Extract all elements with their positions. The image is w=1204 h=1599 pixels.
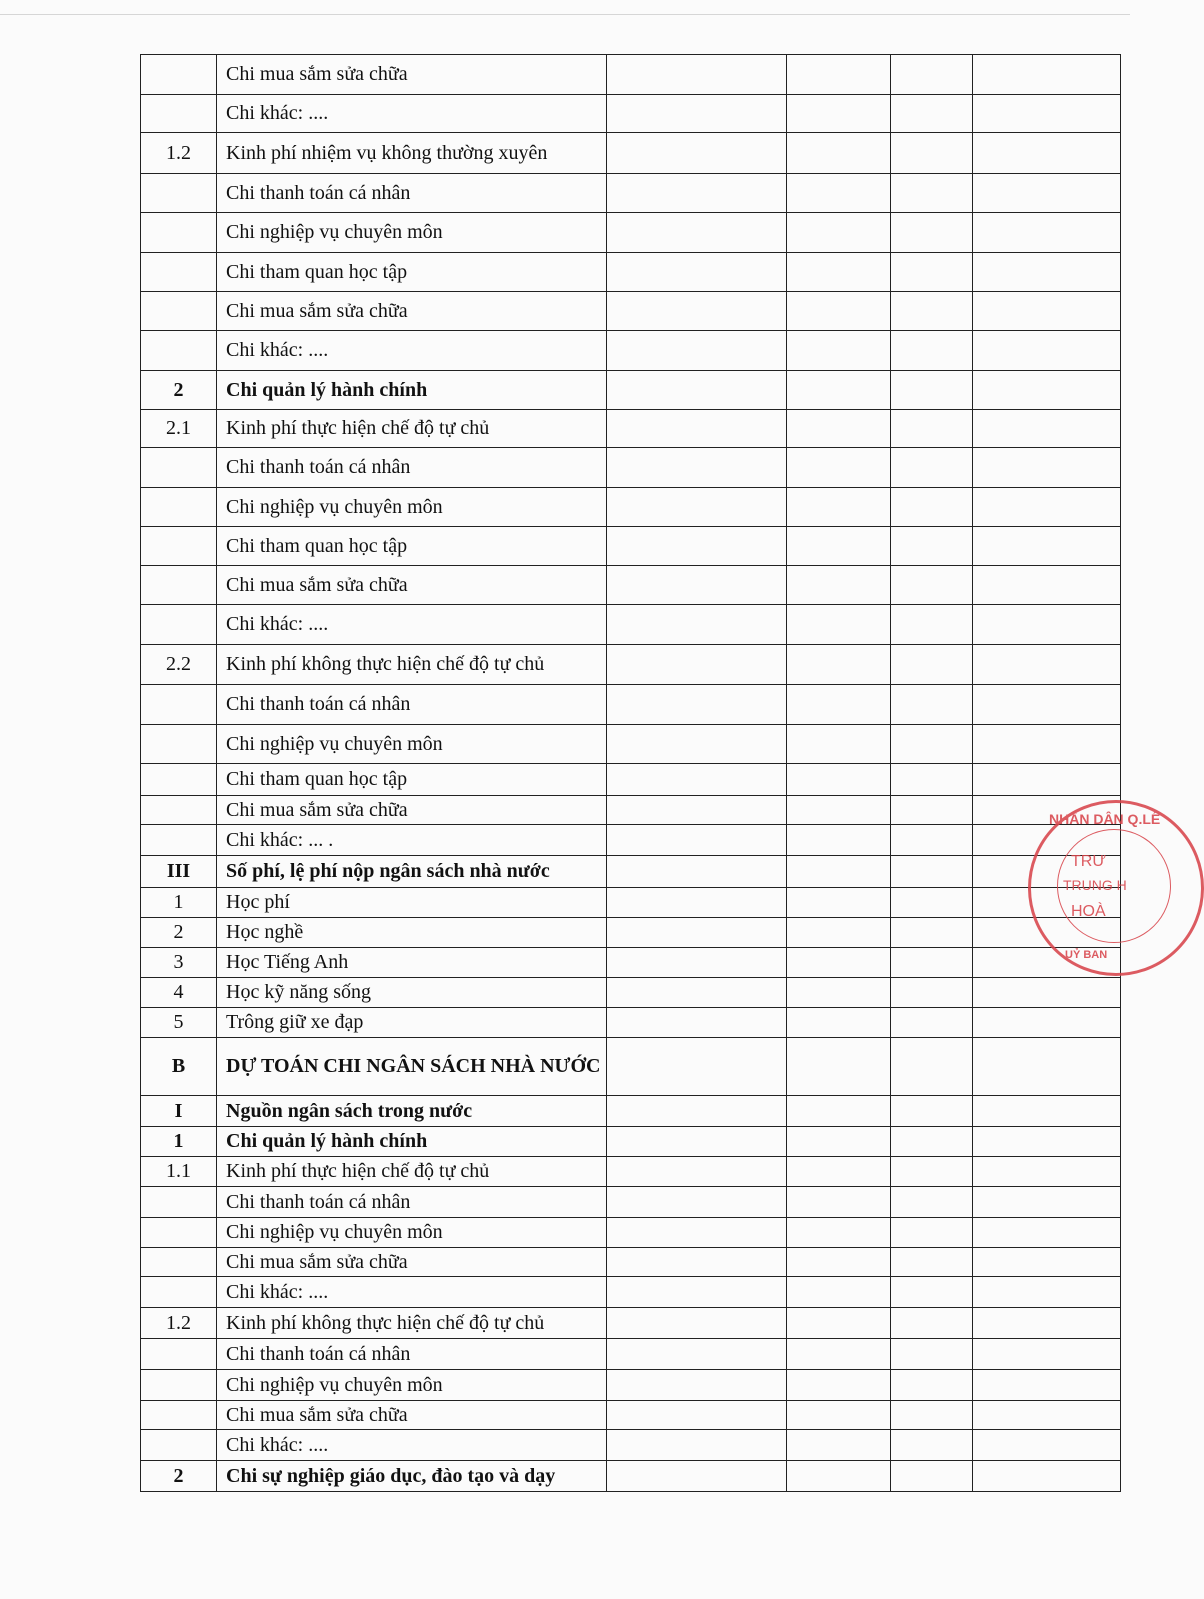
empty-value-cell [607,1127,787,1157]
row-label: Chi khác: .... [217,331,607,371]
empty-value-cell [607,1218,787,1248]
table-row [141,133,1121,174]
empty-value-cell [607,253,787,292]
empty-value-cell [973,95,1121,133]
table-row [141,213,1121,253]
empty-value-cell [973,1096,1121,1127]
empty-value-cell [607,1401,787,1430]
empty-value-cell [973,488,1121,527]
row-label: Kinh phí thực hiện chế độ tự chủ [217,410,607,448]
empty-value-cell [607,371,787,410]
row-number: 1.2 [141,133,217,174]
row-number [141,1370,217,1401]
table-row [141,1430,1121,1461]
seal-ring-text-top: NHÂN DÂN Q.LÊ [1049,811,1161,827]
budget-table-body [141,55,1121,1492]
row-label: Chi khác: .... [217,605,607,645]
row-label: Chi nghiệp vụ chuyên môn [217,1218,607,1248]
empty-value-cell [973,410,1121,448]
empty-value-cell [787,948,891,978]
row-number [141,174,217,213]
row-number [141,685,217,725]
row-label: Chi thanh toán cá nhân [217,1187,607,1218]
empty-value-cell [787,1277,891,1308]
table-row [141,448,1121,488]
table-row [141,888,1121,918]
row-number: 2 [141,371,217,410]
empty-value-cell [973,725,1121,764]
empty-value-cell [787,174,891,213]
row-number: 1.2 [141,1308,217,1339]
empty-value-cell [891,1430,973,1461]
row-number [141,488,217,527]
empty-value-cell [973,1430,1121,1461]
empty-value-cell [787,1008,891,1038]
table-row [141,1218,1121,1248]
row-number [141,1401,217,1430]
empty-value-cell [973,448,1121,488]
empty-value-cell [607,1339,787,1370]
empty-value-cell [607,978,787,1008]
row-label: Chi tham quan học tập [217,764,607,796]
empty-value-cell [891,685,973,725]
row-label: Chi quản lý hành chính [217,371,607,410]
empty-value-cell [607,825,787,856]
empty-value-cell [973,1339,1121,1370]
empty-value-cell [787,764,891,796]
table-row [141,1187,1121,1218]
row-number [141,796,217,825]
table-row [141,1157,1121,1187]
empty-value-cell [607,1277,787,1308]
table-row [141,55,1121,95]
empty-value-cell [607,888,787,918]
empty-value-cell [973,1187,1121,1218]
row-label: Chi thanh toán cá nhân [217,1339,607,1370]
empty-value-cell [973,764,1121,796]
empty-value-cell [607,527,787,566]
empty-value-cell [787,448,891,488]
table-row [141,918,1121,948]
empty-value-cell [607,213,787,253]
empty-value-cell [891,645,973,685]
table-row [141,1096,1121,1127]
row-number [141,1277,217,1308]
table-row [141,978,1121,1008]
empty-value-cell [891,371,973,410]
table-row [141,292,1121,331]
row-label: Chi thanh toán cá nhân [217,174,607,213]
empty-value-cell [891,410,973,448]
empty-value-cell [607,566,787,605]
row-number: 3 [141,948,217,978]
empty-value-cell [787,1401,891,1430]
row-label: Chi mua sắm sửa chữa [217,292,607,331]
empty-value-cell [891,978,973,1008]
table-row [141,371,1121,410]
row-number [141,1218,217,1248]
row-label: Chi nghiệp vụ chuyên môn [217,1370,607,1401]
empty-value-cell [607,605,787,645]
table-row [141,856,1121,888]
row-number: 4 [141,978,217,1008]
empty-value-cell [607,1308,787,1339]
empty-value-cell [787,1157,891,1187]
row-number [141,1187,217,1218]
empty-value-cell [891,796,973,825]
empty-value-cell [787,856,891,888]
empty-value-cell [891,948,973,978]
empty-value-cell [891,764,973,796]
empty-value-cell [787,1187,891,1218]
empty-value-cell [607,685,787,725]
empty-value-cell [891,448,973,488]
row-label: Chi mua sắm sửa chữa [217,566,607,605]
seal-text-line-1: TRƯ [1071,853,1106,870]
empty-value-cell [787,888,891,918]
empty-value-cell [787,1248,891,1277]
empty-value-cell [891,253,973,292]
row-number [141,566,217,605]
row-label: Chi mua sắm sửa chữa [217,796,607,825]
empty-value-cell [973,1218,1121,1248]
empty-value-cell [891,825,973,856]
empty-value-cell [973,566,1121,605]
table-row [141,796,1121,825]
empty-value-cell [787,1308,891,1339]
row-label: Trông giữ xe đạp [217,1008,607,1038]
table-row [141,1248,1121,1277]
empty-value-cell [787,796,891,825]
row-label: Kinh phí nhiệm vụ không thường xuyên [217,133,607,174]
row-label: Chi mua sắm sửa chữa [217,1401,607,1430]
empty-value-cell [891,1308,973,1339]
row-number [141,1430,217,1461]
empty-value-cell [607,856,787,888]
row-label: Học kỹ năng sống [217,978,607,1008]
empty-value-cell [973,685,1121,725]
table-row [141,725,1121,764]
row-number [141,213,217,253]
empty-value-cell [787,95,891,133]
empty-value-cell [607,292,787,331]
empty-value-cell [787,918,891,948]
empty-value-cell [607,410,787,448]
row-number [141,1339,217,1370]
empty-value-cell [607,1461,787,1492]
empty-value-cell [973,213,1121,253]
empty-value-cell [891,1096,973,1127]
table-row [141,1277,1121,1308]
empty-value-cell [607,796,787,825]
empty-value-cell [973,1308,1121,1339]
empty-value-cell [973,253,1121,292]
empty-value-cell [891,1461,973,1492]
row-label: Kinh phí không thực hiện chế độ tự chủ [217,645,607,685]
empty-value-cell [891,1187,973,1218]
empty-value-cell [787,1370,891,1401]
empty-value-cell [891,292,973,331]
empty-value-cell [607,331,787,371]
scan-edge-line [0,14,1130,15]
empty-value-cell [891,527,973,566]
empty-value-cell [607,1096,787,1127]
empty-value-cell [891,133,973,174]
empty-value-cell [787,371,891,410]
row-label: Kinh phí thực hiện chế độ tự chủ [217,1157,607,1187]
row-label: Chi khác: .... [217,1277,607,1308]
row-label: Chi thanh toán cá nhân [217,685,607,725]
empty-value-cell [607,1038,787,1096]
empty-value-cell [973,1401,1121,1430]
row-label: Chi mua sắm sửa chữa [217,1248,607,1277]
row-label: Chi mua sắm sửa chữa [217,55,607,95]
empty-value-cell [891,331,973,371]
empty-value-cell [787,488,891,527]
row-label: Chi nghiệp vụ chuyên môn [217,725,607,764]
empty-value-cell [891,888,973,918]
empty-value-cell [787,825,891,856]
row-number [141,95,217,133]
empty-value-cell [607,918,787,948]
empty-value-cell [787,410,891,448]
table-row [141,1401,1121,1430]
row-number [141,825,217,856]
row-label: Nguồn ngân sách trong nước [217,1096,607,1127]
empty-value-cell [891,1370,973,1401]
empty-value-cell [607,1157,787,1187]
empty-value-cell [973,55,1121,95]
table-row [141,331,1121,371]
empty-value-cell [787,527,891,566]
table-row [141,95,1121,133]
empty-value-cell [607,1430,787,1461]
row-number [141,448,217,488]
table-row [141,1308,1121,1339]
row-number: 2 [141,1461,217,1492]
table-row [141,825,1121,856]
empty-value-cell [607,1008,787,1038]
table-row [141,1339,1121,1370]
budget-table [140,54,1121,1492]
empty-value-cell [973,1008,1121,1038]
empty-value-cell [973,174,1121,213]
table-row [141,685,1121,725]
empty-value-cell [787,55,891,95]
row-label: Chi tham quan học tập [217,527,607,566]
empty-value-cell [973,1248,1121,1277]
empty-value-cell [973,1277,1121,1308]
row-label: Chi quản lý hành chính [217,1127,607,1157]
empty-value-cell [607,948,787,978]
empty-value-cell [607,645,787,685]
empty-value-cell [787,1461,891,1492]
empty-value-cell [787,725,891,764]
row-label: Chi khác: .... [217,95,607,133]
row-number [141,292,217,331]
row-number [141,527,217,566]
row-label: Chi nghiệp vụ chuyên môn [217,213,607,253]
empty-value-cell [607,1187,787,1218]
empty-value-cell [891,1127,973,1157]
empty-value-cell [787,1430,891,1461]
table-row [141,605,1121,645]
empty-value-cell [787,1127,891,1157]
row-label: Chi khác: ... . [217,825,607,856]
empty-value-cell [787,213,891,253]
empty-value-cell [607,1370,787,1401]
empty-value-cell [891,1248,973,1277]
empty-value-cell [607,488,787,527]
empty-value-cell [973,1461,1121,1492]
empty-value-cell [787,1038,891,1096]
empty-value-cell [607,133,787,174]
table-row [141,253,1121,292]
empty-value-cell [787,292,891,331]
empty-value-cell [787,1096,891,1127]
empty-value-cell [891,725,973,764]
empty-value-cell [787,1218,891,1248]
table-row [141,1461,1121,1492]
table-row [141,527,1121,566]
row-number: 2 [141,918,217,948]
seal-ring-text-bottom: UỶ BAN [1065,949,1108,961]
empty-value-cell [973,331,1121,371]
empty-value-cell [973,978,1121,1008]
row-number [141,605,217,645]
table-row [141,174,1121,213]
row-number: 1 [141,1127,217,1157]
empty-value-cell [973,1157,1121,1187]
empty-value-cell [607,1248,787,1277]
empty-value-cell [891,95,973,133]
row-label: Kinh phí không thực hiện chế độ tự chủ [217,1308,607,1339]
empty-value-cell [607,725,787,764]
seal-text-line-3: HOÀ [1071,903,1106,920]
table-row [141,488,1121,527]
empty-value-cell [891,605,973,645]
row-label: Học nghề [217,918,607,948]
empty-value-cell [891,1401,973,1430]
empty-value-cell [891,1157,973,1187]
empty-value-cell [787,978,891,1008]
empty-value-cell [787,331,891,371]
row-number: I [141,1096,217,1127]
table-row [141,1127,1121,1157]
row-number [141,1248,217,1277]
row-label: Học Tiếng Anh [217,948,607,978]
row-number: 2.2 [141,645,217,685]
table-row [141,1370,1121,1401]
empty-value-cell [891,213,973,253]
empty-value-cell [973,1370,1121,1401]
empty-value-cell [891,174,973,213]
empty-value-cell [891,918,973,948]
empty-value-cell [607,55,787,95]
empty-value-cell [973,292,1121,331]
table-row [141,645,1121,685]
empty-value-cell [891,566,973,605]
empty-value-cell [973,527,1121,566]
row-label: DỰ TOÁN CHI NGÂN SÁCH NHÀ NƯỚC [217,1038,607,1096]
row-label: Học phí [217,888,607,918]
official-red-seal [1028,800,1204,976]
seal-text-line-2: TRUNG H [1063,877,1127,893]
empty-value-cell [973,133,1121,174]
row-label: Chi thanh toán cá nhân [217,448,607,488]
table-row [141,764,1121,796]
row-number [141,55,217,95]
empty-value-cell [891,55,973,95]
row-number: B [141,1038,217,1096]
empty-value-cell [973,1038,1121,1096]
empty-value-cell [787,685,891,725]
empty-value-cell [607,174,787,213]
row-label: Số phí, lệ phí nộp ngân sách nhà nước [217,856,607,888]
empty-value-cell [973,645,1121,685]
row-label: Chi khác: .... [217,1430,607,1461]
row-number: 2.1 [141,410,217,448]
table-row [141,1008,1121,1038]
empty-value-cell [973,371,1121,410]
empty-value-cell [891,1008,973,1038]
empty-value-cell [973,1127,1121,1157]
empty-value-cell [891,488,973,527]
row-label: Chi nghiệp vụ chuyên môn [217,488,607,527]
empty-value-cell [891,856,973,888]
row-number [141,331,217,371]
empty-value-cell [787,253,891,292]
empty-value-cell [607,764,787,796]
table-row [141,566,1121,605]
empty-value-cell [787,133,891,174]
row-label: Chi tham quan học tập [217,253,607,292]
row-number [141,764,217,796]
empty-value-cell [891,1218,973,1248]
empty-value-cell [607,448,787,488]
empty-value-cell [787,645,891,685]
empty-value-cell [891,1339,973,1370]
row-number: 5 [141,1008,217,1038]
empty-value-cell [891,1038,973,1096]
row-number: 1.1 [141,1157,217,1187]
row-number: 1 [141,888,217,918]
row-number: III [141,856,217,888]
empty-value-cell [787,605,891,645]
empty-value-cell [787,1339,891,1370]
empty-value-cell [787,566,891,605]
empty-value-cell [973,605,1121,645]
table-row [141,948,1121,978]
row-number [141,725,217,764]
empty-value-cell [891,1277,973,1308]
table-row [141,410,1121,448]
table-row [141,1038,1121,1096]
row-label: Chi sự nghiệp giáo dục, đào tạo và dạy [217,1461,607,1492]
empty-value-cell [607,95,787,133]
row-number [141,253,217,292]
